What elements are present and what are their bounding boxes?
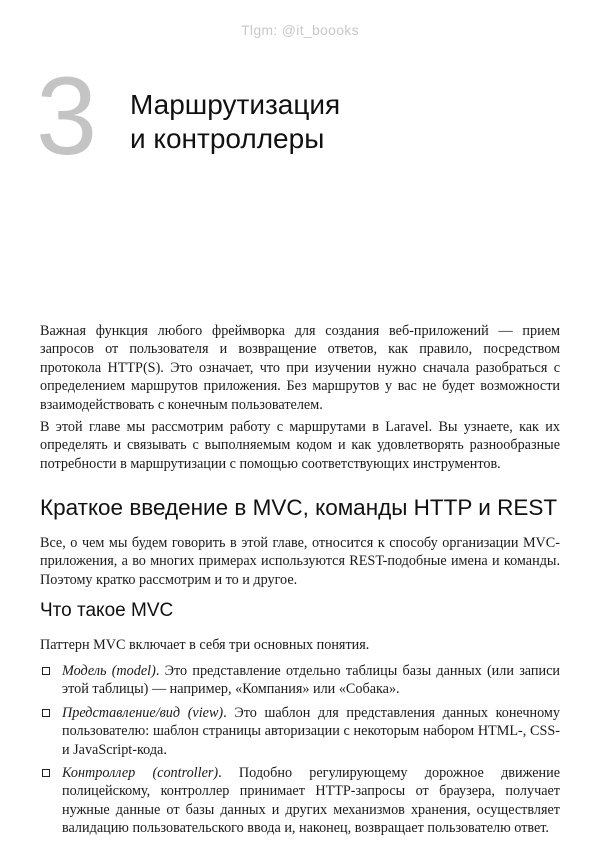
intro-paragraph-2: В этой главе мы рассмотрим работу с маршрутами в Laravel. Вы узнаете, как их определять и связывать с выполняемым кодом и как удовлетворять разнообразные потребности в маршрутизации с помощью соответствующих инструментов. bbox=[40, 419, 560, 472]
chapter-title-line2: и контроллеры bbox=[130, 123, 325, 154]
list-item bbox=[40, 662, 560, 699]
mvc-bullet-list bbox=[40, 662, 560, 843]
section-paragraph: Все, о чем мы будем говорить в этой главе, относится к способу организации MVC-приложения, а во многих примерах используются REST-подобные имена и команды. Поэтому кратко рассмотрим и то и другое. bbox=[40, 535, 560, 588]
chapter-title bbox=[130, 88, 340, 156]
chapter-number: 3 bbox=[36, 55, 98, 178]
bullet-term: Представление/вид (view) bbox=[62, 704, 224, 721]
list-item bbox=[40, 704, 560, 759]
bullet-text: . Это шаблон для представления данных конечному пользователю: шаблон страницы авторизации с некоторым набором HTML-, CSS- и JavaScript-кода. bbox=[62, 704, 561, 758]
checkbox-bullet-icon bbox=[42, 769, 50, 777]
bullet-text: . Подобно регулирующему дорожное движение полицейскому, контроллер принимает HTTP-запросы от браузера, получает нужные данные от базы данных и других механизмов хранения, осуществляет валидацию пользовательского ввода и, наконец, возвращает пользователю ответ. bbox=[62, 765, 560, 837]
section-heading: Краткое введение в MVC, команды HTTP и REST bbox=[40, 495, 558, 520]
watermark: Tlgm: @it_boooks bbox=[241, 22, 359, 38]
subsection-paragraph: Паттерн MVC включает в себя три основных понятия. bbox=[40, 637, 370, 653]
list-item bbox=[40, 764, 560, 838]
checkbox-bullet-icon bbox=[42, 667, 50, 675]
bullet-text: . Это представление отдельно таблицы базы данных (или записи этой таблицы) — например, «Компания» или «Собака». bbox=[62, 663, 560, 698]
subsection-heading: Что такое MVC bbox=[40, 600, 174, 621]
checkbox-bullet-icon bbox=[42, 709, 50, 717]
intro-paragraph-1: Важная функция любого фреймворка для создания веб-приложений — прием запросов от пользователя и возвращение ответов, как правило, посредством протокола HTTP(S). Это означает, что при изучении нужно сначала разобраться с определением маршрутов приложения. Без маршрутов у вас не будет возможности взаимодействовать с конечным пользователем. bbox=[40, 323, 560, 413]
bullet-term: Контроллер (controller) bbox=[62, 765, 219, 782]
bullet-term: Модель (model) bbox=[62, 663, 156, 679]
chapter-title-line1: Маршрутизация bbox=[130, 89, 341, 120]
